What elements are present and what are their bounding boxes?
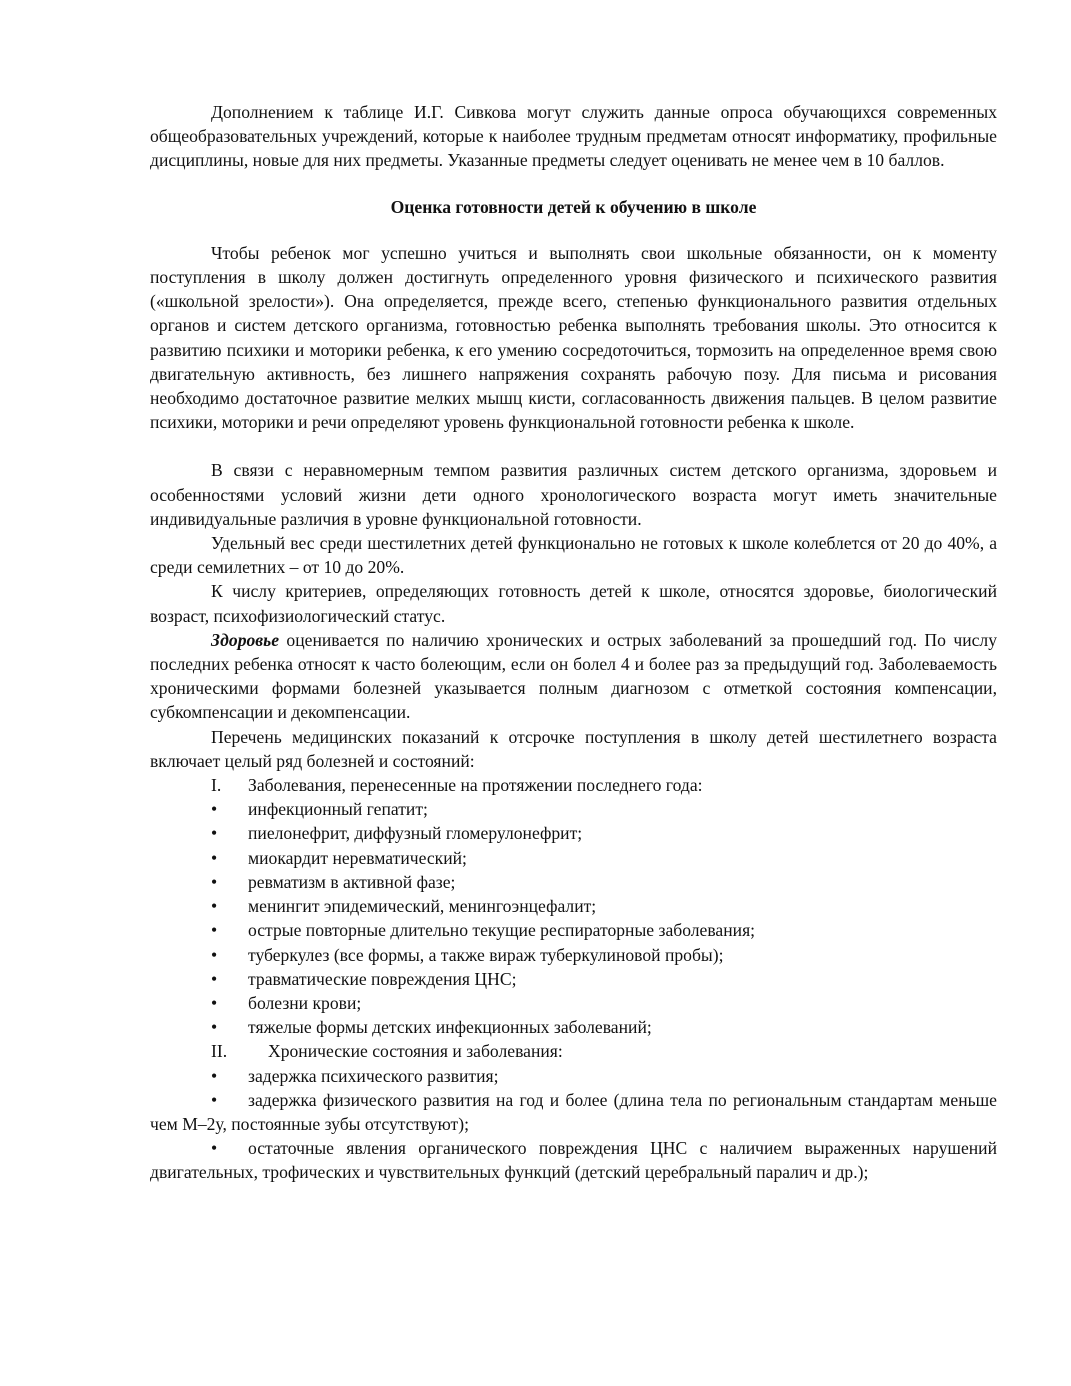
list-item-text: острые повторные длительно текущие респираторные заболевания; xyxy=(248,920,756,941)
list-item xyxy=(150,870,997,894)
disease-list-1 xyxy=(150,797,997,1039)
list-section-label: Хронические состояния и заболевания: xyxy=(268,1041,563,1062)
bullet-icon: • xyxy=(211,920,218,941)
list-item-text: миокардит неревматический; xyxy=(248,847,467,868)
bullet-icon: • xyxy=(211,823,218,844)
list-item-text: задержка физического развития на год и более (длина тела по региональным стандартам меньше чем М–2у, постоянные зубы отсутствуют); xyxy=(150,1089,997,1134)
list-section-label: Заболевания, перенесенные на протяжении последнего года: xyxy=(248,775,703,796)
list-item-text: болезни крови; xyxy=(248,992,362,1013)
bullet-icon: • xyxy=(211,1017,218,1038)
list-item xyxy=(150,918,997,942)
list-item xyxy=(150,1064,997,1088)
list-item-text: остаточные явления органического повреждения ЦНС с наличием выраженных нарушений двигательных, трофических и чувствительных функций (детский церебральный паралич и др.); xyxy=(150,1138,997,1183)
paragraph-health xyxy=(150,628,997,725)
bullet-icon: • xyxy=(211,968,218,989)
list-item xyxy=(150,821,997,845)
paragraph-share-unready: Удельный вес среди шестилетних детей функционально не готовых к школе колеблется от 20 до 40%, а среди семилетних – от 10 до 20%. xyxy=(150,533,997,578)
roman-numeral: II. xyxy=(211,1041,228,1062)
health-description: оценивается по наличию хронических и острых заболеваний за прошедший год. По числу последних ребенка относят к часто болеющим, если он болел 4 и более раз за предыдущий год. Заболеваемость хроническими формами болезней указывается полным диагнозом с отметкой состояния компенсации, субкомпенсации и декомпенсации. xyxy=(150,629,997,723)
paragraph-individual-differences: В связи с неравномерным темпом развития различных систем детского организма, здоровьем и особенностями условий жизни дети одного хронологического возраста могут иметь значительные индивидуальные различия в уровне функциональной готовности. xyxy=(150,460,997,529)
list-item-text: инфекционный гепатит; xyxy=(248,799,428,820)
bullet-icon: • xyxy=(211,1089,218,1110)
list-section-2 xyxy=(150,1039,997,1063)
paragraph-gap xyxy=(150,434,997,458)
list-item-text: ревматизм в активной фазе; xyxy=(248,871,456,892)
bullet-icon: • xyxy=(211,847,218,868)
bullet-icon: • xyxy=(211,896,218,917)
list-item-text: пиелонефрит, диффузный гломерулонефрит; xyxy=(248,823,583,844)
disease-list-2 xyxy=(150,1088,997,1185)
list-item-text: туберкулез (все формы, а также вираж туберкулиновой пробы); xyxy=(248,944,724,965)
list-item xyxy=(150,846,997,870)
list-item xyxy=(150,1136,997,1184)
paragraph-school-readiness: Чтобы ребенок мог успешно учиться и выполнять свои школьные обязанности, он к моменту поступления в школу должен достигнуть определенного уровня физического и психического развития («школьной зрелости»). Она определяется, прежде всего, степенью функционального развития отдельных органов и систем детского организма, готовностью ребенка выполнять требования школы. Это относится к развитию психики и моторики ребенка, к его умению сосредоточиться, тормозить на определенное время свою двигательную активность, без лишнего напряжения сохранять рабочую позу. Для письма и рисования необходимо достаточное развитие мелких мышц кисти, согласованность движения пальцев. В целом развитие психики, моторики и речи определяют уровень функциональной готовности ребенка к школе. xyxy=(150,242,997,433)
bullet-icon: • xyxy=(211,944,218,965)
bullet-icon: • xyxy=(211,799,218,820)
list-item xyxy=(150,797,997,821)
paragraph-contraindications: Перечень медицинских показаний к отсрочке поступления в школу детей шестилетнего возраста включает целый ряд болезней и состояний: xyxy=(150,726,997,771)
list-item xyxy=(150,894,997,918)
list-item-text: задержка психического развития; xyxy=(248,1065,499,1086)
list-section-1 xyxy=(150,773,997,797)
paragraph-intro: Дополнением к таблице И.Г. Сивкова могут служить данные опроса обучающихся современных общеобразовательных учреждений, которые к наиболее трудным предметам относят информатику, профильные дисциплины, новые для них предметы. Указанные предметы следует оценивать не менее чем в 10 баллов. xyxy=(150,102,997,171)
bullet-icon: • xyxy=(211,1138,218,1159)
list-item xyxy=(150,1088,997,1136)
document-page xyxy=(150,100,997,1185)
list-item xyxy=(150,991,997,1015)
health-term: Здоровье xyxy=(211,629,280,650)
list-item xyxy=(150,1015,997,1039)
list-item xyxy=(150,943,997,967)
paragraph-criteria: К числу критериев, определяющих готовность детей к школе, относятся здоровье, биологический возраст, психофизиологический статус. xyxy=(150,581,997,626)
section-title: Оценка готовности детей к обучению в школе xyxy=(390,196,757,217)
list-item-text: тяжелые формы детских инфекционных заболеваний; xyxy=(248,1017,652,1038)
bullet-icon: • xyxy=(211,1065,218,1086)
roman-numeral: I. xyxy=(211,775,222,796)
list-item-text: менингит эпидемический, менингоэнцефалит; xyxy=(248,896,597,917)
list-item-text: травматические повреждения ЦНС; xyxy=(248,968,517,989)
list-item xyxy=(150,967,997,991)
bullet-icon: • xyxy=(211,992,218,1013)
bullet-icon: • xyxy=(211,871,218,892)
